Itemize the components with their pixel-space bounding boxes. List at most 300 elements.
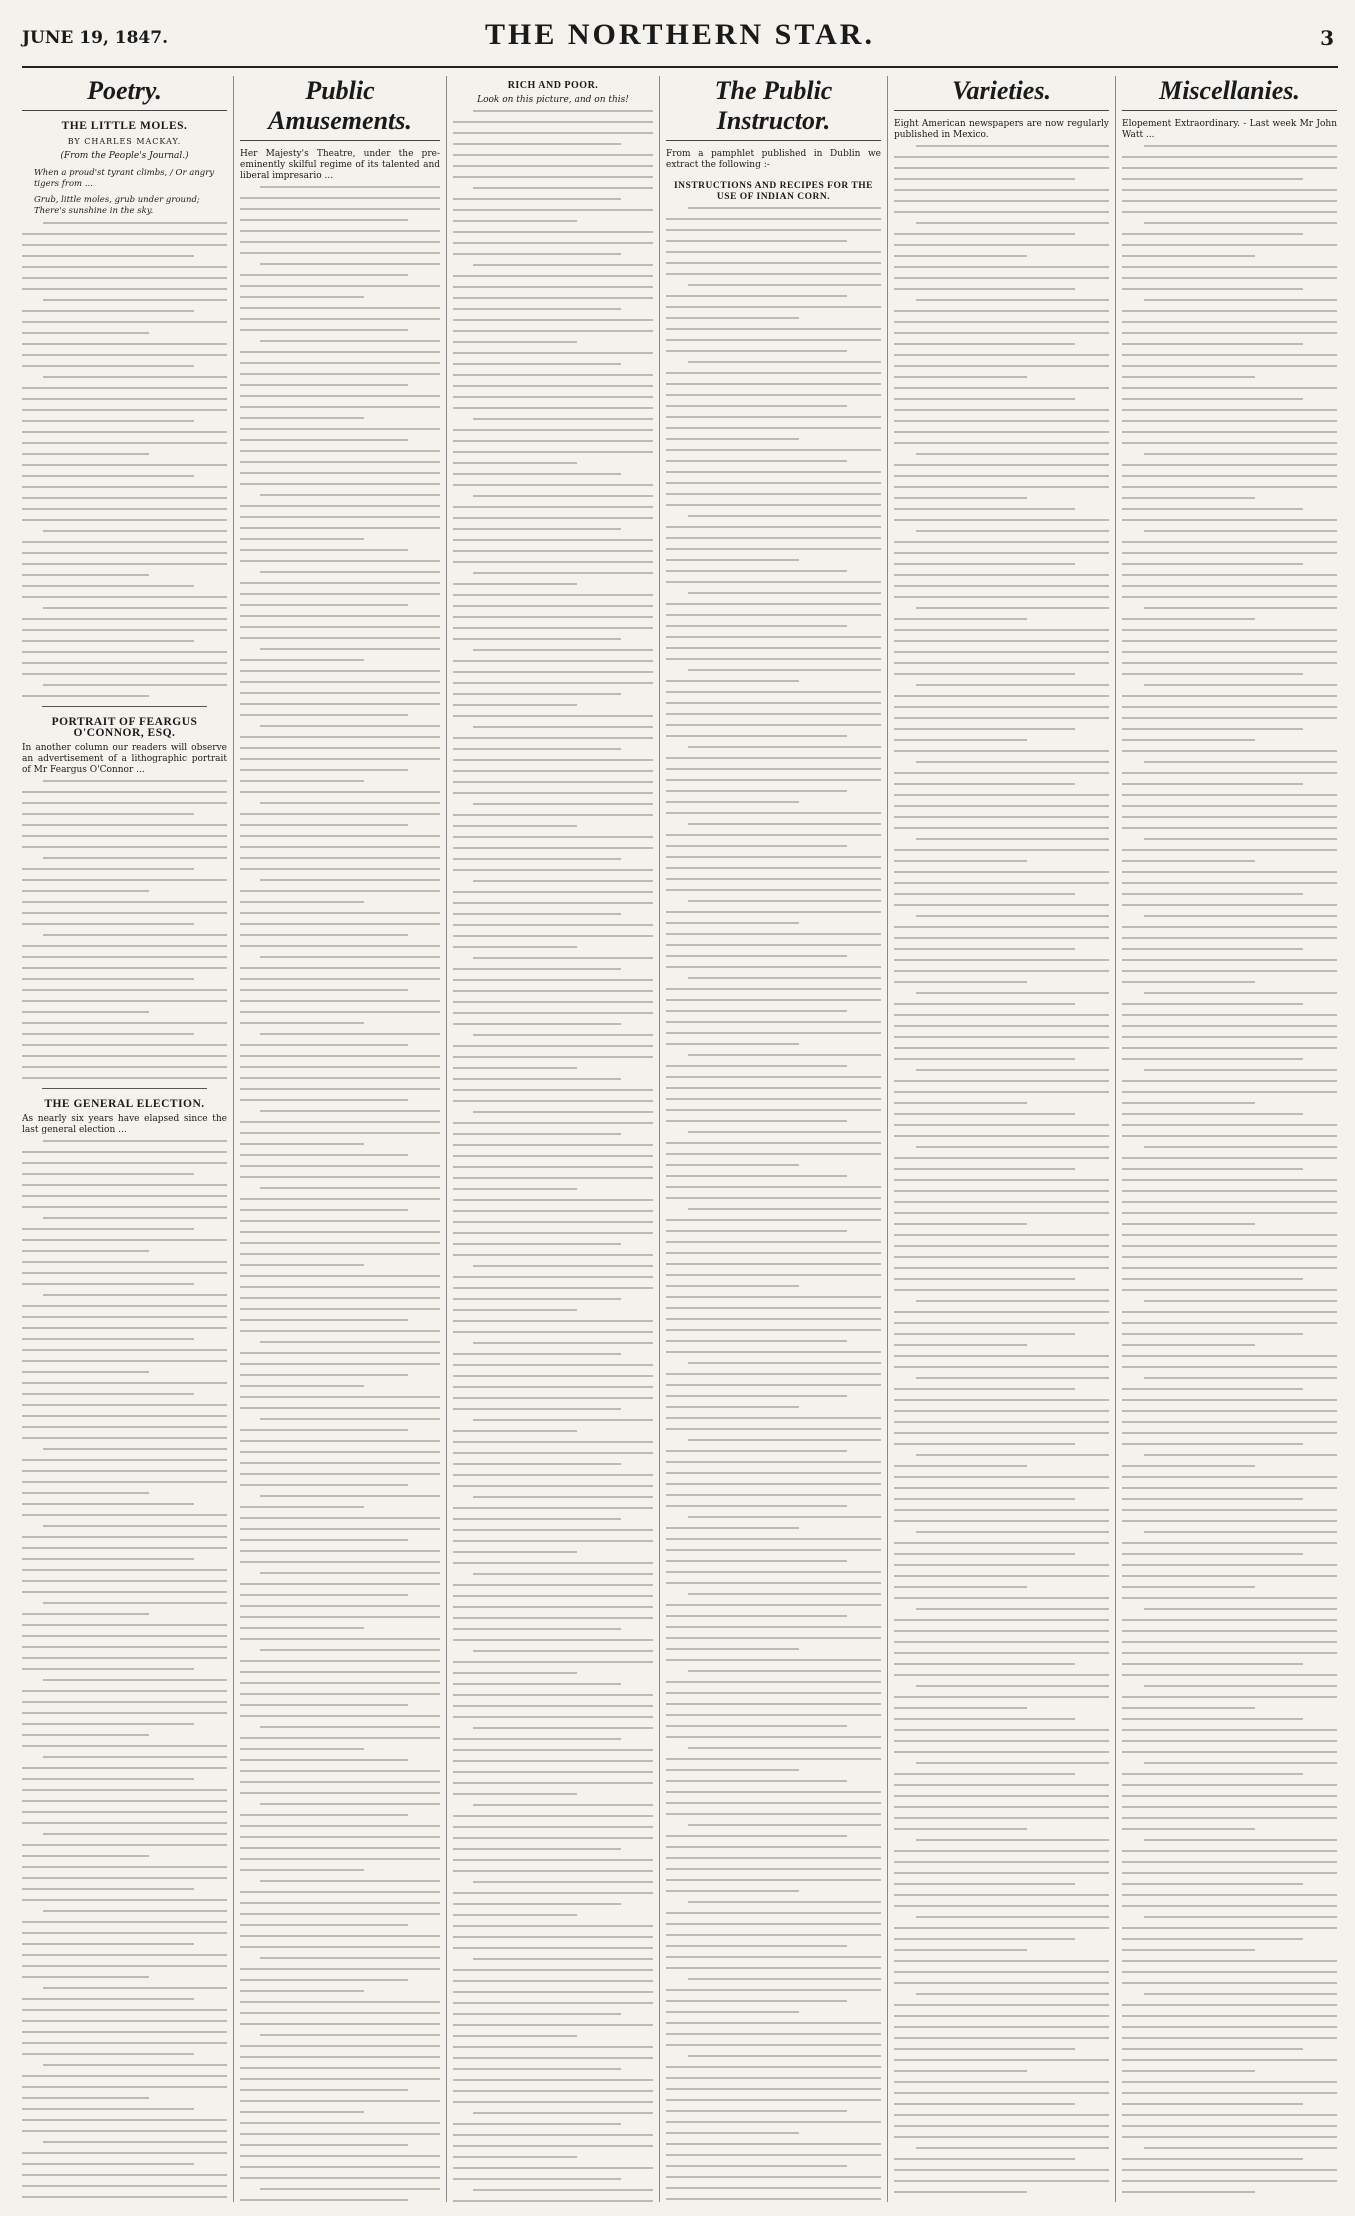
text-line-placeholder xyxy=(894,1487,1109,1489)
text-line-placeholder xyxy=(22,1382,227,1384)
text-line-placeholder xyxy=(22,2086,227,2088)
text-line-placeholder xyxy=(666,1626,881,1628)
text-line-placeholder xyxy=(1122,1696,1337,1698)
text-line-placeholder xyxy=(666,328,881,330)
text-line-placeholder xyxy=(22,288,227,290)
text-line-placeholder xyxy=(1122,2070,1255,2072)
text-line-placeholder xyxy=(1122,541,1337,543)
text-line-placeholder xyxy=(894,1344,1027,1346)
text-line-placeholder xyxy=(894,1652,1109,1654)
text-line-placeholder xyxy=(894,1707,1027,1709)
text-line-placeholder xyxy=(894,1740,1109,1742)
text-line-placeholder xyxy=(22,978,194,980)
text-line-placeholder xyxy=(22,519,227,521)
text-line-placeholder xyxy=(240,560,440,562)
text-line-placeholder xyxy=(453,1507,653,1509)
text-line-placeholder xyxy=(22,1195,227,1197)
text-line-placeholder xyxy=(453,1441,653,1443)
text-line-placeholder xyxy=(666,867,881,869)
text-line-placeholder xyxy=(453,1749,653,1751)
text-line-placeholder xyxy=(894,1729,1109,1731)
article-body-placeholder xyxy=(22,780,227,1079)
text-line-placeholder xyxy=(666,647,881,649)
text-line-placeholder xyxy=(453,1177,653,1179)
text-line-placeholder xyxy=(453,484,653,486)
text-line-placeholder xyxy=(666,394,881,396)
text-line-placeholder xyxy=(666,581,881,583)
text-line-placeholder xyxy=(260,1495,440,1497)
text-line-placeholder xyxy=(1144,1531,1338,1533)
text-line-placeholder xyxy=(240,219,408,221)
text-line-placeholder xyxy=(1122,1905,1337,1907)
text-line-placeholder xyxy=(1144,607,1338,609)
text-line-placeholder xyxy=(1122,1619,1337,1621)
text-line-placeholder xyxy=(240,1352,440,1354)
text-line-placeholder xyxy=(916,1454,1110,1456)
text-line-placeholder xyxy=(240,593,440,595)
text-line-placeholder xyxy=(240,714,408,716)
text-line-placeholder xyxy=(1122,288,1303,290)
text-line-placeholder xyxy=(666,339,881,341)
text-line-placeholder xyxy=(1122,1091,1337,1093)
text-line-placeholder xyxy=(894,321,1109,323)
text-line-placeholder xyxy=(1122,310,1337,312)
text-line-placeholder xyxy=(894,1927,1109,1929)
text-line-placeholder xyxy=(22,2009,227,2011)
text-line-placeholder xyxy=(894,1696,1109,1698)
text-line-placeholder xyxy=(688,1593,882,1595)
article-lead: In another column our readers will observe an advertisement of a lithographic portrait of Mr Feargus O'Connor ... xyxy=(22,743,227,775)
text-line-placeholder xyxy=(240,901,364,903)
text-line-placeholder xyxy=(240,2089,408,2091)
text-line-placeholder xyxy=(666,1010,847,1012)
text-line-placeholder xyxy=(453,352,653,354)
text-line-placeholder xyxy=(240,1825,440,1827)
text-line-placeholder xyxy=(453,2145,653,2147)
text-line-placeholder xyxy=(453,1166,653,1168)
text-line-placeholder xyxy=(240,736,440,738)
text-line-placeholder xyxy=(453,1705,653,1707)
text-line-placeholder xyxy=(453,154,653,156)
text-line-placeholder xyxy=(894,959,1109,961)
text-line-placeholder xyxy=(666,1450,847,1452)
text-line-placeholder xyxy=(453,660,653,662)
text-line-placeholder xyxy=(894,1311,1109,1313)
column-public-amusements xyxy=(240,76,440,2202)
text-line-placeholder xyxy=(894,387,1109,389)
text-line-placeholder xyxy=(916,1069,1110,1071)
text-line-placeholder xyxy=(453,440,653,442)
column-rule xyxy=(659,76,660,2202)
text-line-placeholder xyxy=(894,1135,1109,1137)
text-line-placeholder xyxy=(666,482,881,484)
text-line-placeholder xyxy=(1122,255,1255,257)
text-line-placeholder xyxy=(894,343,1075,345)
text-line-placeholder xyxy=(894,937,1109,939)
text-line-placeholder xyxy=(22,2108,194,2110)
text-line-placeholder xyxy=(916,1300,1110,1302)
text-line-placeholder xyxy=(666,471,881,473)
text-line-placeholder xyxy=(43,1448,228,1450)
text-line-placeholder xyxy=(666,416,881,418)
text-line-placeholder xyxy=(22,1998,194,2000)
text-line-placeholder xyxy=(1122,1256,1337,1258)
text-line-placeholder xyxy=(688,1978,882,1980)
text-line-placeholder xyxy=(453,1551,577,1553)
text-line-placeholder xyxy=(894,1322,1109,1324)
text-line-placeholder xyxy=(894,1674,1109,1676)
text-line-placeholder xyxy=(1122,1509,1337,1511)
text-line-placeholder xyxy=(666,812,881,814)
text-line-placeholder xyxy=(22,1547,227,1549)
divider xyxy=(42,706,207,707)
masthead xyxy=(22,14,1338,68)
text-line-placeholder xyxy=(894,189,1109,191)
text-line-placeholder xyxy=(240,1198,440,1200)
text-line-placeholder xyxy=(666,955,847,957)
text-line-placeholder xyxy=(453,1859,653,1861)
text-line-placeholder xyxy=(240,1693,440,1695)
text-line-placeholder xyxy=(1122,1366,1337,1368)
text-line-placeholder xyxy=(688,207,882,209)
column-public-instructor xyxy=(666,76,881,2202)
text-line-placeholder xyxy=(453,2024,653,2026)
text-line-placeholder xyxy=(894,1036,1109,1038)
text-line-placeholder xyxy=(22,2031,227,2033)
text-line-placeholder xyxy=(43,222,228,224)
text-line-placeholder xyxy=(453,341,577,343)
text-line-placeholder xyxy=(1122,211,1337,213)
poem-refrain: Grub, little moles, grub under ground; There's sunshine in the sky. xyxy=(34,195,200,216)
text-line-placeholder xyxy=(240,1924,408,1926)
article-body-placeholder xyxy=(240,186,440,2202)
text-line-placeholder xyxy=(666,1461,881,1463)
text-line-placeholder xyxy=(240,1297,440,1299)
poem-first-lines: When a proud'st tyrant climbs, / Or angry tigers from ... xyxy=(34,168,215,189)
text-line-placeholder xyxy=(1122,464,1337,466)
text-line-placeholder xyxy=(894,1157,1109,1159)
text-line-placeholder xyxy=(453,748,621,750)
text-line-placeholder xyxy=(894,409,1109,411)
text-line-placeholder xyxy=(453,1309,577,1311)
text-line-placeholder xyxy=(666,2176,881,2178)
text-line-placeholder xyxy=(453,1485,653,1487)
text-line-placeholder xyxy=(894,1190,1109,1192)
text-line-placeholder xyxy=(240,2122,440,2124)
text-line-placeholder xyxy=(240,296,364,298)
text-line-placeholder xyxy=(894,563,1075,565)
text-line-placeholder xyxy=(1122,1058,1303,1060)
text-line-placeholder xyxy=(453,770,653,772)
text-line-placeholder xyxy=(1122,1432,1337,1434)
text-line-placeholder xyxy=(260,1033,440,1035)
text-line-placeholder xyxy=(240,2067,440,2069)
text-line-placeholder xyxy=(894,1949,1027,1951)
text-line-placeholder xyxy=(240,2056,440,2058)
text-line-placeholder xyxy=(473,1111,653,1113)
text-line-placeholder xyxy=(1122,156,1337,158)
text-line-placeholder xyxy=(453,1826,653,1828)
text-line-placeholder xyxy=(894,233,1075,235)
text-line-placeholder xyxy=(22,1033,194,1035)
text-line-placeholder xyxy=(894,585,1109,587)
text-line-placeholder xyxy=(22,1272,227,1274)
text-line-placeholder xyxy=(1144,1993,1338,1995)
text-line-placeholder xyxy=(1122,750,1337,752)
text-line-placeholder xyxy=(22,640,194,642)
text-line-placeholder xyxy=(1122,1443,1303,1445)
text-line-placeholder xyxy=(894,816,1109,818)
text-line-placeholder xyxy=(453,231,653,233)
text-line-placeholder xyxy=(666,801,799,803)
text-line-placeholder xyxy=(453,2035,577,2037)
text-line-placeholder xyxy=(22,673,227,675)
text-line-placeholder xyxy=(1122,1674,1337,1676)
text-line-placeholder xyxy=(453,638,621,640)
text-line-placeholder xyxy=(453,737,653,739)
text-line-placeholder xyxy=(894,1806,1109,1808)
article-lead: From a pamphlet published in Dublin we extract the following :- xyxy=(666,149,881,170)
text-line-placeholder xyxy=(666,1406,799,1408)
text-line-placeholder xyxy=(240,824,408,826)
text-line-placeholder xyxy=(240,406,440,408)
text-line-placeholder xyxy=(894,2180,1109,2182)
text-line-placeholder xyxy=(240,208,440,210)
text-line-placeholder xyxy=(22,1657,227,1659)
text-line-placeholder xyxy=(260,648,440,650)
text-line-placeholder xyxy=(916,838,1110,840)
text-line-placeholder xyxy=(43,934,228,936)
text-line-placeholder xyxy=(1122,2026,1337,2028)
text-line-placeholder xyxy=(894,794,1109,796)
text-line-placeholder xyxy=(453,506,653,508)
text-line-placeholder xyxy=(22,629,227,631)
text-line-placeholder xyxy=(260,571,440,573)
text-line-placeholder xyxy=(453,1936,653,1938)
text-line-placeholder xyxy=(22,1844,227,1846)
text-line-placeholder xyxy=(22,912,227,914)
text-line-placeholder xyxy=(1122,783,1303,785)
article-lead: Eight American newspapers are now regularly published in Mexico. xyxy=(894,119,1109,140)
text-line-placeholder xyxy=(240,1121,440,1123)
text-line-placeholder xyxy=(453,165,653,167)
text-line-placeholder xyxy=(666,1483,881,1485)
text-line-placeholder xyxy=(1122,1718,1303,1720)
text-line-placeholder xyxy=(1122,1817,1337,1819)
text-line-placeholder xyxy=(894,2125,1109,2127)
text-line-placeholder xyxy=(1122,1982,1337,1984)
text-line-placeholder xyxy=(666,537,881,539)
text-line-placeholder xyxy=(22,846,227,848)
text-line-placeholder xyxy=(22,1000,227,1002)
text-line-placeholder xyxy=(1122,1575,1337,1577)
text-line-placeholder xyxy=(894,1003,1075,1005)
text-line-placeholder xyxy=(260,956,440,958)
text-line-placeholder xyxy=(22,1800,227,1802)
text-line-placeholder xyxy=(1122,1729,1337,1731)
text-line-placeholder xyxy=(666,493,881,495)
text-line-placeholder xyxy=(22,1415,227,1417)
text-line-placeholder xyxy=(1122,871,1337,873)
text-line-placeholder xyxy=(916,607,1110,609)
text-line-placeholder xyxy=(240,1132,440,1134)
text-line-placeholder xyxy=(1122,1663,1303,1665)
text-line-placeholder xyxy=(240,1484,408,1486)
text-line-placeholder xyxy=(894,1663,1075,1665)
text-line-placeholder xyxy=(894,2004,1109,2006)
text-line-placeholder xyxy=(240,1066,440,1068)
text-line-placeholder xyxy=(666,229,881,231)
text-line-placeholder xyxy=(666,1043,799,1045)
text-line-placeholder xyxy=(688,1362,882,1364)
text-line-placeholder xyxy=(240,1451,440,1453)
text-line-placeholder xyxy=(1122,662,1337,664)
text-line-placeholder xyxy=(894,1971,1109,1973)
text-line-placeholder xyxy=(894,266,1109,268)
text-line-placeholder xyxy=(894,1564,1109,1566)
text-line-placeholder xyxy=(1122,1014,1337,1016)
text-line-placeholder xyxy=(666,1791,881,1793)
text-line-placeholder xyxy=(1144,222,1338,224)
poem-body-placeholder xyxy=(22,222,227,697)
text-line-placeholder xyxy=(22,1976,149,1978)
text-line-placeholder xyxy=(473,2189,653,2191)
text-line-placeholder xyxy=(666,614,881,616)
text-line-placeholder xyxy=(666,1351,881,1353)
text-line-placeholder xyxy=(453,407,653,409)
text-line-placeholder xyxy=(894,1795,1109,1797)
text-line-placeholder xyxy=(666,724,881,726)
text-line-placeholder xyxy=(1122,1740,1337,1742)
text-line-placeholder xyxy=(43,1602,228,1604)
text-line-placeholder xyxy=(666,680,799,682)
text-line-placeholder xyxy=(666,1263,881,1265)
text-line-placeholder xyxy=(894,695,1109,697)
text-line-placeholder xyxy=(240,1682,440,1684)
text-line-placeholder xyxy=(453,462,577,464)
text-line-placeholder xyxy=(1122,981,1255,983)
text-line-placeholder xyxy=(666,317,799,319)
text-line-placeholder xyxy=(666,2110,847,2112)
text-line-placeholder xyxy=(22,244,227,246)
text-line-placeholder xyxy=(894,475,1109,477)
text-line-placeholder xyxy=(666,1274,881,1276)
text-line-placeholder xyxy=(1144,1377,1338,1379)
text-line-placeholder xyxy=(666,251,881,253)
text-line-placeholder xyxy=(666,1329,881,1331)
text-line-placeholder xyxy=(688,515,882,517)
text-line-placeholder xyxy=(453,1947,653,1949)
text-line-placeholder xyxy=(1122,640,1337,642)
text-line-placeholder xyxy=(666,691,881,693)
text-line-placeholder xyxy=(1122,585,1337,587)
text-line-placeholder xyxy=(240,241,440,243)
text-line-placeholder xyxy=(688,1208,882,1210)
text-line-placeholder xyxy=(22,343,227,345)
text-line-placeholder xyxy=(22,1822,227,1824)
text-line-placeholder xyxy=(240,615,440,617)
text-line-placeholder xyxy=(22,1624,227,1626)
text-line-placeholder xyxy=(453,1056,653,1058)
text-line-placeholder xyxy=(894,244,1109,246)
text-line-placeholder xyxy=(22,431,227,433)
text-line-placeholder xyxy=(666,2099,881,2101)
text-line-placeholder xyxy=(43,1756,228,1758)
text-line-placeholder xyxy=(240,637,440,639)
text-line-placeholder xyxy=(894,948,1075,950)
text-line-placeholder xyxy=(1144,1839,1338,1841)
text-line-placeholder xyxy=(666,1241,881,1243)
text-line-placeholder xyxy=(1122,1707,1255,1709)
text-line-placeholder xyxy=(666,1197,881,1199)
text-line-placeholder xyxy=(240,1330,440,1332)
text-line-placeholder xyxy=(894,1630,1109,1632)
text-line-placeholder xyxy=(22,255,194,257)
text-line-placeholder xyxy=(240,1990,364,1992)
text-line-placeholder xyxy=(666,1945,847,1947)
text-line-placeholder xyxy=(666,636,881,638)
text-line-placeholder xyxy=(240,1077,440,1079)
text-line-placeholder xyxy=(43,1140,228,1142)
text-line-placeholder xyxy=(453,2156,577,2158)
text-line-placeholder xyxy=(453,1815,653,1817)
text-line-placeholder xyxy=(240,1319,408,1321)
poem-byline: BY CHARLES MACKAY. xyxy=(67,137,182,146)
text-line-placeholder xyxy=(1122,1047,1337,1049)
text-line-placeholder xyxy=(240,285,440,287)
text-line-placeholder xyxy=(916,915,1110,917)
text-line-placeholder xyxy=(894,1278,1075,1280)
text-line-placeholder xyxy=(473,264,653,266)
text-line-placeholder xyxy=(1122,893,1303,895)
text-line-placeholder xyxy=(453,1606,653,1608)
text-line-placeholder xyxy=(453,363,621,365)
column-miscellanies xyxy=(1122,76,1337,2202)
text-line-placeholder xyxy=(240,505,440,507)
text-line-placeholder xyxy=(894,1102,1027,1104)
text-line-placeholder xyxy=(1122,1751,1337,1753)
text-line-placeholder xyxy=(1122,849,1337,851)
text-line-placeholder xyxy=(473,110,653,112)
text-line-placeholder xyxy=(22,1701,227,1703)
text-line-placeholder xyxy=(22,879,227,881)
text-line-placeholder xyxy=(894,2114,1109,2116)
text-line-placeholder xyxy=(22,1723,194,1725)
text-line-placeholder xyxy=(453,1848,621,1850)
text-line-placeholder xyxy=(894,1432,1109,1434)
text-line-placeholder xyxy=(894,519,1109,521)
text-line-placeholder xyxy=(240,1902,440,1904)
text-line-placeholder xyxy=(22,2053,194,2055)
text-line-placeholder xyxy=(240,857,440,859)
text-line-placeholder xyxy=(240,769,408,771)
text-line-placeholder xyxy=(894,1498,1075,1500)
text-line-placeholder xyxy=(1144,1608,1338,1610)
text-line-placeholder xyxy=(240,2144,408,2146)
text-line-placeholder xyxy=(666,1021,881,1023)
text-line-placeholder xyxy=(666,878,881,880)
text-line-placeholder xyxy=(260,1649,440,1651)
text-line-placeholder xyxy=(22,813,194,815)
text-line-placeholder xyxy=(894,1091,1109,1093)
article-lead: Elopement Extraordinary. - Last week Mr John Watt ... xyxy=(1122,119,1337,140)
text-line-placeholder xyxy=(43,1525,228,1527)
text-line-placeholder xyxy=(1122,354,1337,356)
text-line-placeholder xyxy=(240,373,440,375)
text-line-placeholder xyxy=(240,1660,440,1662)
text-line-placeholder xyxy=(453,1782,653,1784)
text-line-placeholder xyxy=(240,1946,440,1948)
